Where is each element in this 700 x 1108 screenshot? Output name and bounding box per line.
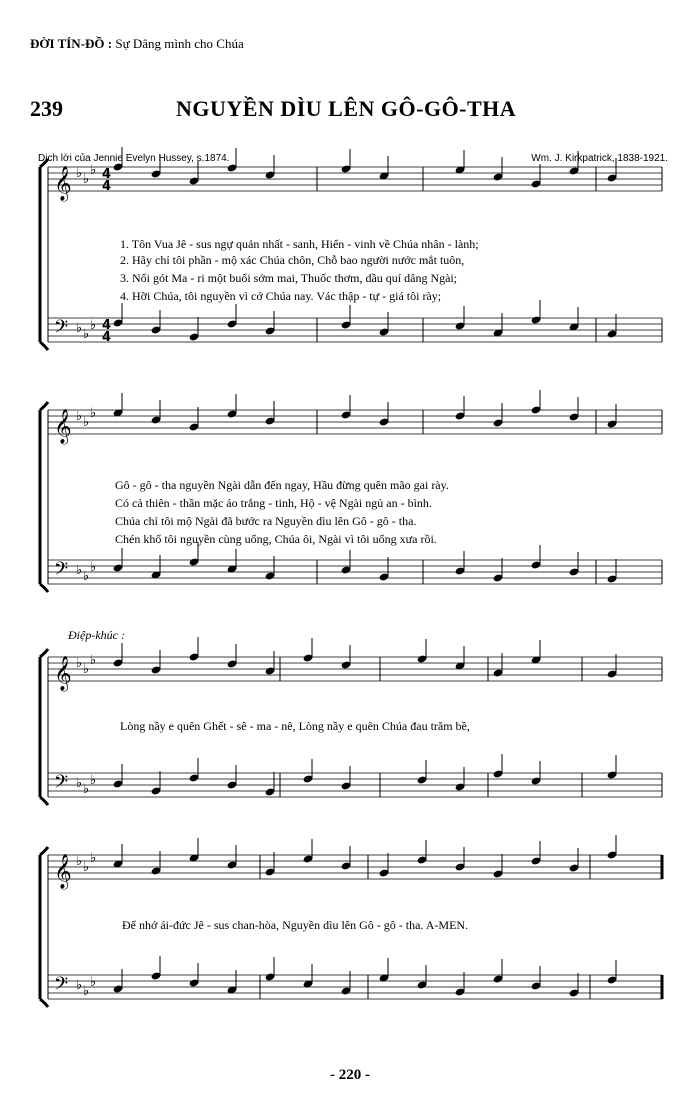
flat-sign: ♭ xyxy=(76,409,83,424)
flat-sign: ♭ xyxy=(83,415,90,430)
verse-3-line-1: 3. Nối gót Ma - ri một buổi sớm mai, Thuốc thơm, dầu quí dâng Ngài; xyxy=(120,271,458,285)
flat-sign: ♭ xyxy=(76,321,83,336)
refrain-lyrics xyxy=(120,719,470,932)
verse-4-line-1: 4. Hỡi Chúa, tôi nguyền vì cớ Chúa nay. Vác thập - tự - giá tôi rày; xyxy=(120,289,442,303)
verse-1-line-2: Gô - gô - tha nguyền Ngài dẫn đến ngay, Hầu đừng quên mão gai rày. xyxy=(115,478,449,492)
translator-credit: Dịch lời của Jennie Evelyn Hussey, s.1874. xyxy=(38,153,230,164)
verse-2-line-1: 2. Hãy chỉ tôi phần - mộ xác Chúa chôn, Chỗ bao người nước mắt tuôn, xyxy=(120,253,465,267)
treble-clef: 𝄞 xyxy=(54,656,72,691)
flat-sign: ♭ xyxy=(90,163,97,178)
flat-sign: ♭ xyxy=(76,978,83,993)
flat-sign: ♭ xyxy=(83,860,90,875)
flat-sign: ♭ xyxy=(83,327,90,342)
time-signature-digit: 4 xyxy=(102,330,112,345)
treble-clef: 𝄞 xyxy=(54,166,72,201)
flat-sign: ♭ xyxy=(76,854,83,869)
flat-sign: ♭ xyxy=(83,569,90,584)
treble-clef: 𝄞 xyxy=(54,409,72,444)
system-2-lyrics xyxy=(115,478,449,546)
time-signature-digit: 4 xyxy=(102,167,112,182)
system-1-lyrics xyxy=(120,237,479,303)
bass-clef: 𝄢 xyxy=(54,559,69,584)
bass-clef: 𝄢 xyxy=(54,772,69,797)
refrain-line-2: Để nhớ ái-đức Jê - sus chan-hòa, Nguyền dìu lên Gô - gô - tha. A-MEN. xyxy=(122,918,469,932)
system-bracket xyxy=(40,847,48,1007)
flat-sign: ♭ xyxy=(76,776,83,791)
time-signature-digit: 4 xyxy=(102,179,112,194)
book-title: ĐỜI TÍN-ĐỒ : xyxy=(30,36,113,51)
refrain-label: Điệp-khúc : xyxy=(68,628,125,642)
system-bracket xyxy=(40,402,48,592)
bass-clef: 𝄢 xyxy=(54,974,69,999)
flat-sign: ♭ xyxy=(76,563,83,578)
flat-sign: ♭ xyxy=(90,851,97,866)
system-bracket xyxy=(40,159,48,350)
treble-clef: 𝄞 xyxy=(54,854,72,889)
flat-sign: ♭ xyxy=(76,166,83,181)
hymn-title: NGUYỀN DÌU LÊN GÔ-GÔ-THA xyxy=(176,96,517,121)
flat-sign: ♭ xyxy=(90,318,97,333)
verse-1-line-1: 1. Tôn Vua Jê - sus ngự quản nhất - sanh, Hiển - vinh về Chúa nhân - lành; xyxy=(120,237,479,251)
flat-sign: ♭ xyxy=(90,975,97,990)
bass-clef: 𝄢 xyxy=(54,317,69,342)
verse-4-line-2: Chén khổ tôi nguyền cùng uống, Chúa ôi, Ngài vì tôi uống xưa rồi. xyxy=(115,532,437,546)
flat-sign: ♭ xyxy=(76,656,83,671)
hymn-number: 239 xyxy=(30,96,63,121)
verse-2-line-2: Có cả thiên - thần mặc áo trắng - tinh, Hộ - vệ Ngài ngủ an - bình. xyxy=(115,496,432,510)
flat-sign: ♭ xyxy=(90,560,97,575)
flat-sign: ♭ xyxy=(83,782,90,797)
flat-sign: ♭ xyxy=(83,984,90,999)
flat-sign: ♭ xyxy=(90,653,97,668)
time-signature-digit: 4 xyxy=(102,318,112,333)
composer-credit: Wm. J. Kirkpatrick, 1838-1921. xyxy=(531,153,668,164)
flat-sign: ♭ xyxy=(90,773,97,788)
refrain-line-1: Lòng nầy e quên Ghết - sê - ma - nê, Lòng nầy e quên Chúa đau trăm bề, xyxy=(120,719,470,733)
page-number: - 220 - xyxy=(330,1067,370,1083)
system-bracket xyxy=(40,649,48,805)
flat-sign: ♭ xyxy=(83,172,90,187)
flat-sign: ♭ xyxy=(83,662,90,677)
section-title: Sự Dâng mình cho Chúa xyxy=(112,36,244,51)
verse-3-line-2: Chúa chỉ tôi mộ Ngài đã bước ra Nguyền dìu lên Gô - gô - tha. xyxy=(115,514,417,528)
flat-sign: ♭ xyxy=(90,406,97,421)
